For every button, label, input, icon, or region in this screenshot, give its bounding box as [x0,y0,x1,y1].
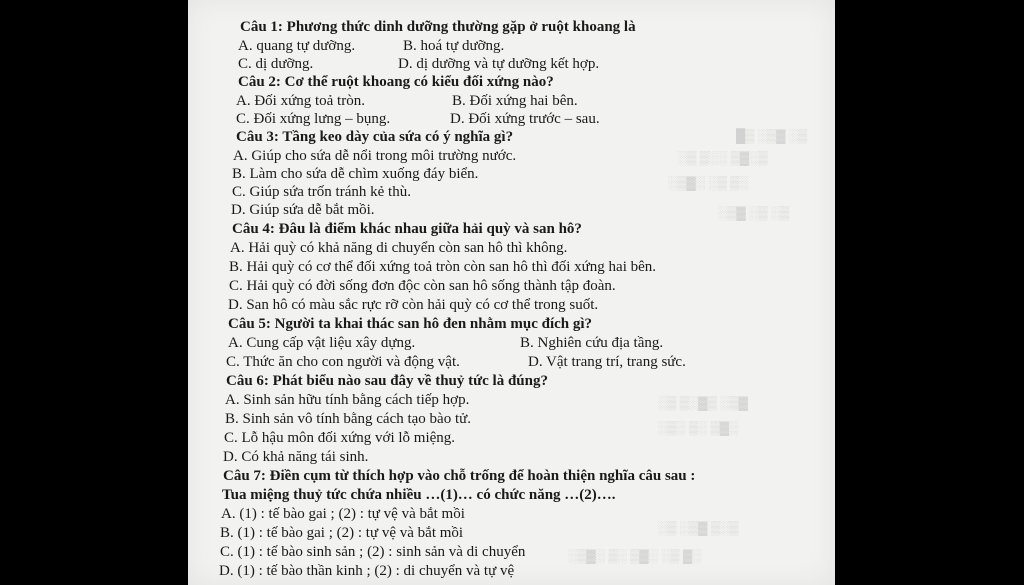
question-1-option-a: A. quang tự dưỡng. [238,38,356,54]
bleed-through-text: █▒ ░▒▓ ░▒ [736,128,808,143]
question-7-title: Câu 7: Điền cụm từ thích hợp vào chỗ trống để hoàn thiện nghĩa câu sau : [223,468,696,484]
question-1-title: Câu 1: Phương thức dinh dưỡng thường gặp ở ruột khoang là [240,19,636,35]
question-2-title: Câu 2: Cơ thể ruột khoang có kiểu đối xứng nào? [238,74,554,90]
question-2-option-c: C. Đối xứng lưng – bụng. [236,111,391,127]
bleed-through-text: ░▒▓░ ▒░ ▒▓░ ░▒ ▓░ [568,548,702,563]
question-3-option-a: A. Giúp cho sứa dễ nổi trong môi trường nước. [233,148,517,164]
question-2-option-a: A. Đối xứng toả tròn. [236,93,365,109]
bleed-through-text: ░▒ ▒░░ ▒▓░▒ [678,150,768,165]
question-5-option-c: C. Thức ăn cho con người và động vật. [226,354,460,370]
bleed-through-text: ░▒ ░▒▓ ▒░▒ [658,520,739,535]
question-4-option-b: B. Hải quỳ có cơ thể đối xứng toả tròn còn san hô thì đối xứng hai bên. [229,259,657,275]
question-5-option-d: D. Vật trang trí, trang sức. [528,354,686,370]
question-7-option-a: A. (1) : tế bào gai ; (2) : tự vệ và bắt mồi [221,506,465,522]
question-7-option-b: B. (1) : tế bào gai ; (2) : tự vệ và bắt mồi [220,525,464,541]
question-7-option-d: D. (1) : tế bào thần kinh ; (2) : di chuyển và tự vệ [219,563,515,579]
question-1-option-d: D. dị dưỡng và tự dưỡng kết hợp. [398,56,600,72]
question-5-option-b: B. Nghiên cứu địa tầng. [520,335,664,351]
question-3-option-c: C. Giúp sứa trốn tránh kẻ thù. [232,184,411,200]
question-5-option-a: A. Cung cấp vật liệu xây dựng. [228,335,416,351]
bleed-through-text: ░▒▓░ ░▒ ▒░ [668,175,749,190]
question-3-option-d: D. Giúp sứa dễ bắt mồi. [231,202,375,218]
question-4-title: Câu 4: Đâu là điểm khác nhau giữa hải quỳ và san hô? [232,221,582,237]
question-2-option-b: B. Đối xứng hai bên. [452,93,578,109]
question-6-title: Câu 6: Phát biểu nào sau đây về thuỷ tức là đúng? [226,373,548,389]
question-3-option-b: B. Làm cho sứa dễ chìm xuống đáy biển. [232,166,479,182]
question-7-option-c: C. (1) : tế bào sinh sản ; (2) : sinh sản và di chuyển [220,544,526,560]
bleed-through-text: ░▒▓ ░▒ ░▒ [718,205,790,220]
bleed-through-text: ░▒░ ▒░ ▒▓░ [658,420,739,435]
question-3-title: Câu 3: Tầng keo dày của sứa có ý nghĩa gì? [236,129,514,145]
question-2-option-d: D. Đối xứng trước – sau. [450,111,600,127]
exam-paper [188,0,835,585]
question-6-option-b: B. Sinh sản vô tính bằng cách tạo bào tử. [225,411,472,427]
question-7-subtitle: Tua miệng thuỷ tức chứa nhiều …(1)… có chức năng …(2)…. [222,487,616,503]
question-4-option-c: C. Hải quỳ có đời sống đơn độc còn san hô sống thành tập đoàn. [229,278,616,294]
question-4-option-a: A. Hải quỳ có khả năng di chuyển còn san hô thì không. [230,240,568,256]
bleed-through-text: ░▒ ▒░▓▒ ░▒▓ [658,395,748,410]
question-6-option-a: A. Sinh sản hữu tính bằng cách tiếp hợp. [225,392,470,408]
question-4-option-d: D. San hô có màu sắc rực rỡ còn hải quỳ có cơ thể trong suốt. [228,297,599,313]
question-1-option-b: B. hoá tự dưỡng. [403,38,505,54]
question-6-option-d: D. Có khả năng tái sinh. [223,449,369,465]
question-1-option-c: C. dị dưỡng. [238,56,314,72]
question-6-option-c: C. Lỗ hậu môn đối xứng với lỗ miệng. [224,430,456,446]
question-5-title: Câu 5: Người ta khai thác san hô đen nhằm mục đích gì? [228,316,593,332]
